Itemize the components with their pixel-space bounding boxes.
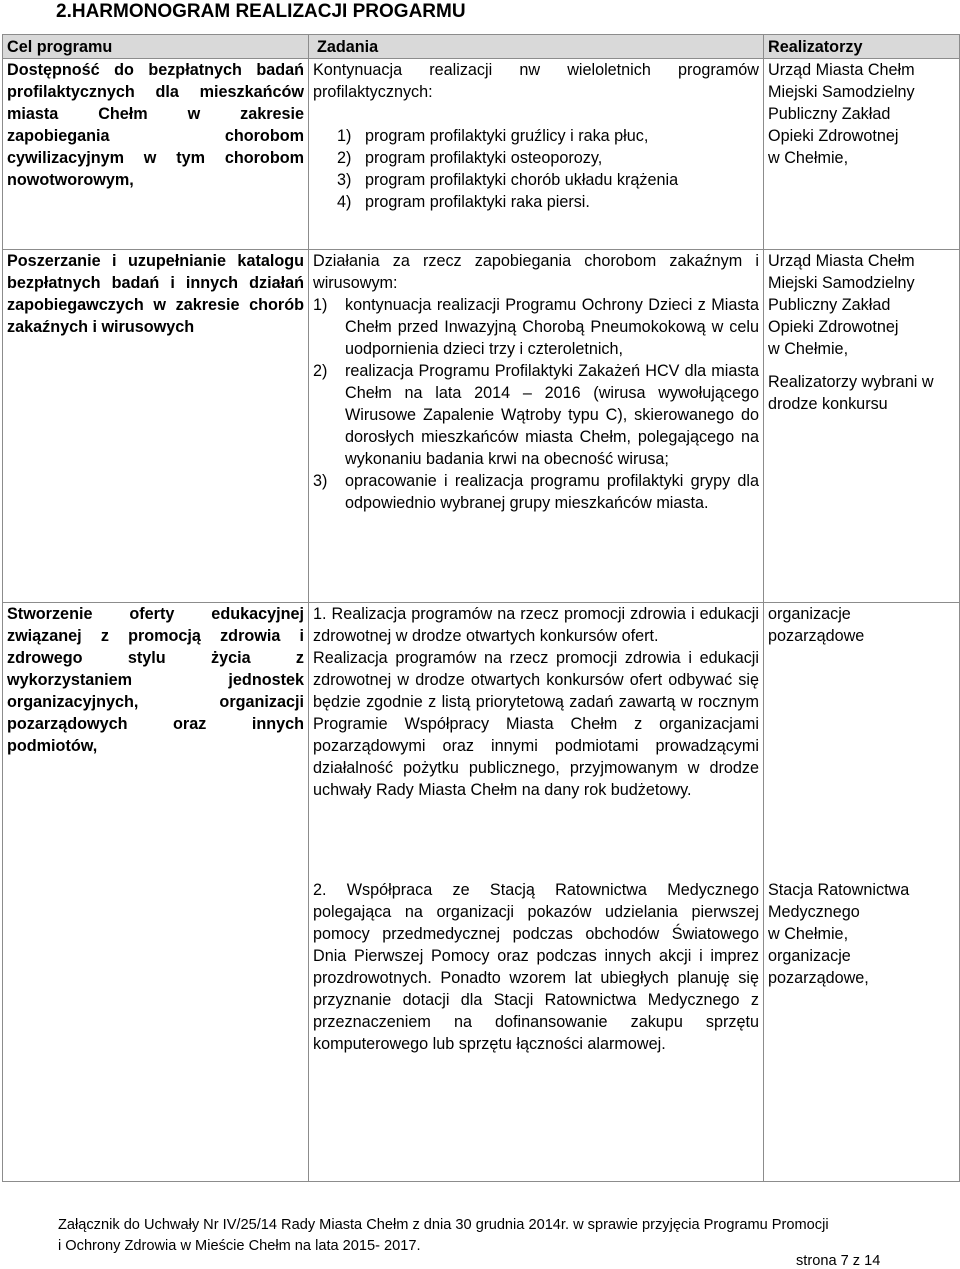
implementer-line: Publiczny Zakład	[768, 296, 891, 314]
task-list	[313, 125, 759, 213]
task-list	[313, 294, 759, 514]
table-row	[3, 603, 960, 880]
implementers-cell	[764, 603, 960, 880]
implementer-line: Opieki Zdrowotnej	[768, 127, 899, 145]
task-paragraph: Realizacja programów na rzecz promocji zdrowia i edukacji zdrowotnej w drodze otwartych konkursów ofert odbywać się będzie zgodnie z listą priorytetową zadań zawartą w rocznym Programie Współpracy Miasta Chełm z organizacjami pozarządowymi oraz innymi podmiotami prowadzącymi działalność pożytku publicznego, przyjmowanym w drodze uchwały Rady Miasta Chełm na dany rok budżetowy.	[313, 649, 759, 799]
implementer-line: Urząd Miasta Chełm	[768, 252, 915, 270]
list-item: 3) program profilaktyki chorób układu krążenia	[337, 171, 679, 189]
section-heading: 2.HARMONOGRAM REALIZACJI PROGARMU	[56, 1, 466, 22]
tasks-cell	[309, 250, 764, 603]
list-item: 3) opracowanie i realizacja programu profilaktyki grypy dla odpowiednio wybranej grupy mieszkańców miasta.	[313, 472, 759, 512]
goal-cell	[3, 603, 309, 880]
implementer-line: w Chełmie,	[768, 925, 849, 943]
goal-text: Dostępność do bezpłatnych badań profilaktycznych dla mieszkańców miasta Chełm w zakresie zapobiegania chorobom cywilizacyjnym w tym chorobom nowotworowym,	[7, 61, 304, 189]
implementer-line: Urząd Miasta Chełm	[768, 61, 915, 79]
column-header-tasks: Zadania	[309, 35, 764, 59]
list-item: 1) kontynuacja realizacji Programu Ochrony Dzieci z Miasta Chełm przed Inwazyjną Chorobą Pneumokokową w celu uodpornienia dzieci trzy i czteroletnich,	[313, 296, 759, 358]
column-header-implementers: Realizatorzy	[764, 35, 960, 59]
table-row	[3, 250, 960, 603]
implementer-line: Medycznego	[768, 903, 860, 921]
table-row	[3, 879, 960, 1182]
list-item: 4) program profilaktyki raka piersi.	[337, 193, 590, 211]
implementer-line: w Chełmie,	[768, 340, 849, 358]
footer-line: i Ochrony Zdrowia w Mieście Chełm na lata 2015- 2017.	[58, 1238, 421, 1254]
implementer-line: organizacje	[768, 947, 851, 965]
implementer-line: w Chełmie,	[768, 149, 849, 167]
goal-text: Stworzenie oferty edukacyjnej związanej z promocją zdrowia i zdrowego stylu życia z wykorzystaniem jednostek organizacyjnych, organizacji pozarządowych oraz innych podmiotów,	[7, 605, 304, 755]
list-item: 1) program profilaktyki gruźlicy i raka płuc,	[337, 127, 649, 145]
task-intro: Kontynuacja realizacji nw wieloletnich programów profilaktycznych:	[313, 61, 759, 101]
tasks-cell	[309, 59, 764, 250]
implementer-line: Miejski Samodzielny	[768, 274, 915, 292]
implementer-note: Realizatorzy wybrani w drodze konkursu	[768, 373, 934, 413]
implementer-line: pozarządowe,	[768, 969, 869, 987]
page-number: strona 7 z 14	[796, 1253, 881, 1269]
table-header-row	[3, 35, 960, 59]
goal-cell-continued	[3, 879, 309, 1182]
implementer-line: Opieki Zdrowotnej	[768, 318, 899, 336]
page-footer	[58, 1215, 829, 1257]
list-item: 2) realizacja Programu Profilaktyki Zakażeń HCV dla miasta Chełm na lata 2014 – 2016 (wirusa wywołującego Wirusowe Zapalenie Wątroby typu C), skierowanego do dorosłych mieszkańców miasta Chełm, polegającego na wykonaniu badania krwi na obecność wirusa;	[313, 362, 759, 468]
task-paragraph: 2. Współpraca ze Stacją Ratownictwa Medycznego polegająca na organizacji pokazów udzielania pierwszej pomocy przedmedycznej podczas obchodów Światowego Dnia Pierwszej Pomocy oraz podczas innych akcji i imprez prozdrowotnych. Ponadto wzorem lat ubiegłych planuję się przyznanie dotacji dla Stacji Ratownictwa Medycznego z przeznaczeniem na dofinansowanie zakupu sprzętu komputerowego lub sprzętu łączności alarmowej.	[313, 881, 759, 1053]
goal-cell	[3, 250, 309, 603]
tasks-cell	[309, 603, 764, 880]
table-row	[3, 59, 960, 250]
implementer-line: Stacja Ratownictwa	[768, 881, 910, 899]
implementers-cell	[764, 250, 960, 603]
implementer-line: pozarządowe	[768, 627, 865, 645]
implementers-cell	[764, 879, 960, 1182]
schedule-table	[2, 34, 960, 1182]
list-item: 2) program profilaktyki osteoporozy,	[337, 149, 603, 167]
task-intro: Działania za rzecz zapobiegania chorobom zakaźnym i wirusowym:	[313, 252, 759, 292]
column-header-goal: Cel programu	[3, 35, 309, 59]
implementer-line: Publiczny Zakład	[768, 105, 891, 123]
footer-line: Załącznik do Uchwały Nr IV/25/14 Rady Miasta Chełm z dnia 30 grudnia 2014r. w sprawie przyjęcia Programu Promocji	[58, 1217, 829, 1233]
implementer-line: organizacje	[768, 605, 851, 623]
implementers-cell	[764, 59, 960, 250]
tasks-cell	[309, 879, 764, 1182]
implementer-line: Miejski Samodzielny	[768, 83, 915, 101]
goal-cell	[3, 59, 309, 250]
task-paragraph: 1. Realizacja programów na rzecz promocji zdrowia i edukacji zdrowotnej w drodze otwartych konkursów ofert.	[313, 605, 759, 645]
goal-text: Poszerzanie i uzupełnianie katalogu bezpłatnych badań i innych działań zapobiegawczych w zakresie chorób zakaźnych i wirusowych	[7, 252, 304, 336]
